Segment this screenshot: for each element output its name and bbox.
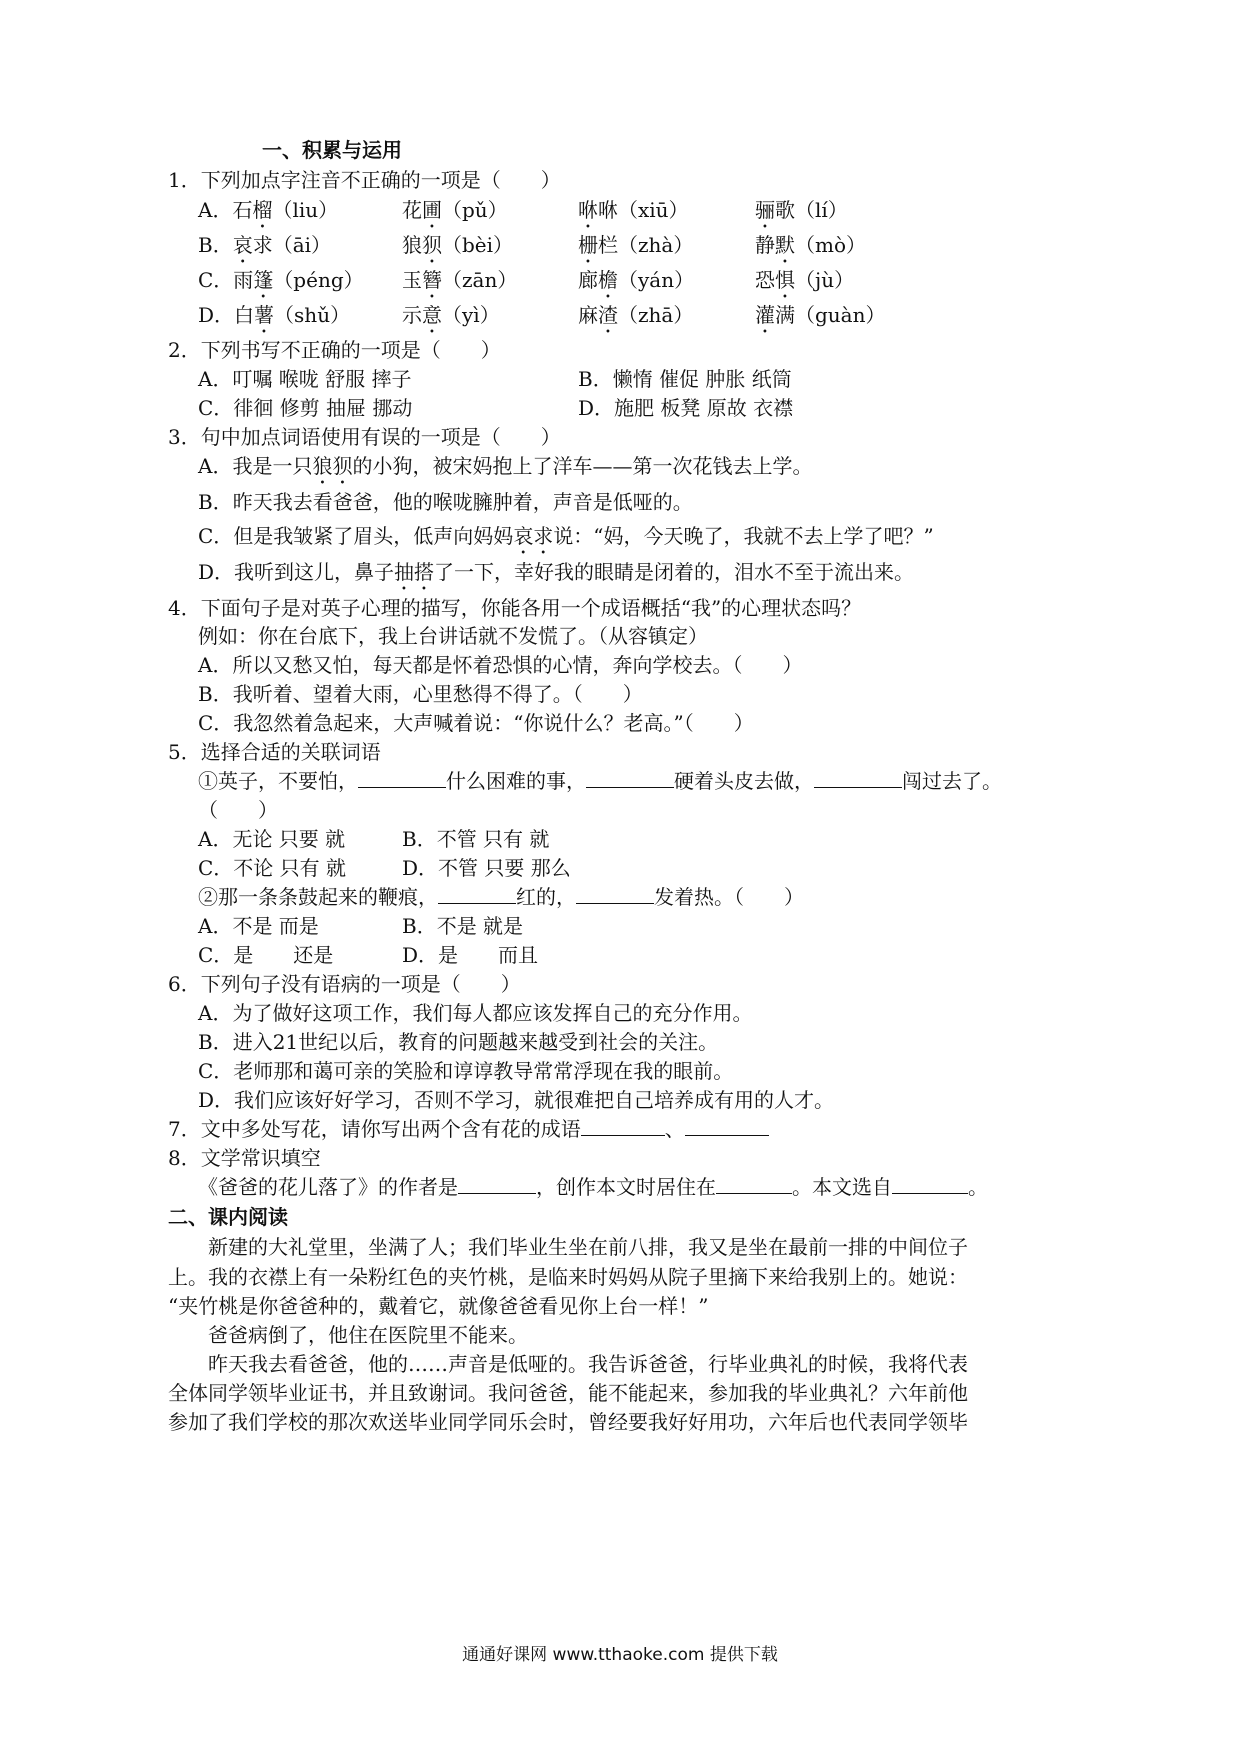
q5-stem: 5．选择合适的关联词语 xyxy=(168,740,381,764)
q1-item-pre: 静 xyxy=(755,233,775,257)
q8-blank-author[interactable] xyxy=(458,1173,536,1194)
q1-item-pre: C．雨 xyxy=(198,268,254,292)
q4-option-c: C．我忽然着急起来，大声喊着说：“你说什么？老高。”（ ） xyxy=(198,711,754,735)
q3-d-dotted: 抽搭 xyxy=(394,560,435,584)
q1-option-a-item-3 xyxy=(578,196,689,233)
footer-source: 通通好课网 www.tthaoke.com 提供下载 xyxy=(462,1645,778,1665)
q1-item-pre: 狼 xyxy=(402,233,422,257)
q5-s1-option-d: D．不管 只要 那么 xyxy=(402,856,571,880)
section-2-title: 二、课内阅读 xyxy=(168,1205,288,1229)
q1-item-dotted-char: 薯 xyxy=(254,303,275,327)
q3-a-post: 的小狗，被宋妈抱上了洋车——第一次花钱去上学。 xyxy=(352,454,813,478)
passage-p1-line1: 新建的大礼堂里，坐满了人；我们毕业生坐在前八排，我又是坐在最前一排的中间位子 xyxy=(208,1235,968,1259)
q8-blank-source[interactable] xyxy=(892,1173,968,1194)
q4-option-b: B．我听着、望着大雨，心里愁得不得了。（ ） xyxy=(198,682,643,706)
q2-option-a: A．叮嘱 喉咙 舒服 摔子 xyxy=(198,367,412,391)
q1-item-pinyin: 歌（lí） xyxy=(775,198,848,222)
q3-a-dotted: 狼狈 xyxy=(312,454,353,478)
passage-p1-line2: 上。我的衣襟上有一朵粉红色的夹竹桃，是临来时妈妈从院子里摘下来给我别上的。她说： xyxy=(168,1265,968,1289)
q2-option-c: C．徘徊 修剪 抽屉 挪动 xyxy=(198,396,413,420)
q1-option-b-item-2 xyxy=(402,231,513,268)
q3-c-pre: C．但是我皱紧了眉头，低声向妈妈 xyxy=(198,524,514,548)
q1-option-a-item-2 xyxy=(402,196,508,233)
q5-s1-blank-2[interactable] xyxy=(586,767,674,788)
q1-option-d-item-4 xyxy=(755,301,886,338)
q3-option-a xyxy=(198,452,812,489)
q1-item-dotted-char: 惧 xyxy=(775,268,795,292)
q4-example: 例如：你在台底下，我上台讲话就不发慌了。（从容镇定） xyxy=(198,624,708,648)
q5-sentence-2 xyxy=(198,883,804,911)
q7-blank-2[interactable] xyxy=(685,1115,769,1136)
passage-p3-line2: 全体同学领毕业证书，并且致谢词。我问爸爸，能不能起来，参加我的毕业典礼？六年前他 xyxy=(168,1381,968,1405)
q1-option-c-item-3 xyxy=(578,266,694,303)
q1-item-pre: 花 xyxy=(402,198,422,222)
q1-item-pinyin: （péng） xyxy=(273,268,364,292)
q5-sentence-1 xyxy=(198,767,1002,795)
q5-s2-option-a: A．不是 而是 xyxy=(198,914,319,938)
q8-fill xyxy=(198,1173,988,1201)
q1-option-d-item-2 xyxy=(402,301,500,338)
q8-stem: 8．文学常识填空 xyxy=(168,1146,321,1170)
q5-s1-part-d: 闯过去了。 xyxy=(902,769,1002,793)
q1-item-pinyin: （zān） xyxy=(442,268,518,292)
q8-part-b: ，创作本文时居住在 xyxy=(536,1175,716,1199)
q1-item-pre: D．白 xyxy=(198,303,255,327)
q5-s2-option-c: C．是 还是 xyxy=(198,943,334,967)
passage-p3-line1: 昨天我去看爸爸，他的……声音是低哑的。我告诉爸爸，行毕业典礼的时候，我将代表 xyxy=(208,1352,968,1376)
passage-p1-line3: “夹竹桃是你爸爸种的，戴着它，就像爸爸看见你上台一样！” xyxy=(168,1294,709,1318)
q1-stem: 1．下列加点字注音不正确的一项是（ ） xyxy=(168,168,561,192)
q1-option-c-item-2 xyxy=(402,266,517,303)
q1-item-dotted-char: 意 xyxy=(422,303,442,327)
q8-blank-place[interactable] xyxy=(716,1173,792,1194)
q1-option-c-item-1 xyxy=(198,266,364,303)
q6-stem: 6．下列句子没有语病的一项是（ ） xyxy=(168,972,521,996)
q1-item-pinyin: （shǔ） xyxy=(274,303,351,327)
q1-item-pinyin: （zhā） xyxy=(618,303,694,327)
q5-s1-part-b: 什么困难的事， xyxy=(446,769,586,793)
q1-item-pinyin: （liu） xyxy=(272,198,339,222)
q5-s2-blank-1[interactable] xyxy=(438,883,516,904)
q5-s1-option-c: C．不论 只有 就 xyxy=(198,856,347,880)
q3-option-b: B．昨天我去看爸爸，他的喉咙臃肿着，声音是低哑的。 xyxy=(198,490,693,514)
q3-c-post: 说：“妈，今天晚了，我就不去上学了吧？” xyxy=(553,524,934,548)
q1-option-b-item-3 xyxy=(578,231,693,268)
q3-d-post: 了一下，幸好我的眼睛是闭着的，泪水不至于流出来。 xyxy=(434,560,915,584)
q4-stem: 4．下面句子是对英子心理的描写，你能各用一个成语概括“我”的心理状态吗？ xyxy=(168,596,862,620)
q1-item-pinyin: （yì） xyxy=(442,303,500,327)
q5-s2-part-c: 发着热。（ ） xyxy=(654,885,804,909)
q1-item-pinyin: （mò） xyxy=(795,233,867,257)
q1-item-pre: B． xyxy=(198,233,233,257)
q1-item-pre: 示 xyxy=(402,303,422,327)
q6-option-d: D．我们应该好好学习，否则不学习，就很难把自己培养成有用的人才。 xyxy=(198,1088,835,1112)
q6-option-b: B．进入21世纪以后，教育的问题越来越受到社会的关注。 xyxy=(198,1030,719,1054)
q5-s1-part-a: ①英子，不要怕， xyxy=(198,769,358,793)
q2-option-d: D．施肥 板凳 原故 衣襟 xyxy=(578,396,794,420)
q3-option-d xyxy=(198,558,914,595)
q7-separator: 、 xyxy=(664,1117,685,1141)
q5-s2-part-b: 红的， xyxy=(516,885,576,909)
q1-item-pinyin: （bèi） xyxy=(442,233,514,257)
q4-option-a: A．所以又愁又怕，每天都是怀着恐惧的心情，奔向学校去。（ ） xyxy=(198,653,803,677)
q1-item-pre: 廊 xyxy=(578,268,598,292)
q1-item-dotted-char: 哀 xyxy=(232,233,253,257)
q1-option-d-item-3 xyxy=(578,301,693,338)
q7 xyxy=(168,1115,769,1143)
q5-s2-option-d: D．是 而且 xyxy=(402,943,539,967)
q1-item-pinyin: （yán） xyxy=(618,268,695,292)
q1-option-a-item-1 xyxy=(198,196,338,233)
q5-s1-blank-1[interactable] xyxy=(358,767,446,788)
q6-option-c: C．老师那和蔼可亲的笑脸和谆谆教导常常浮现在我的眼前。 xyxy=(198,1059,734,1083)
q7-prompt: 7．文中多处写花，请你写出两个含有花的成语 xyxy=(168,1117,581,1141)
q1-item-dotted-char: 骊 xyxy=(755,198,775,222)
q5-s1-option-b: B．不管 只有 就 xyxy=(402,827,550,851)
q2-stem: 2．下列书写不正确的一项是（ ） xyxy=(168,338,501,362)
q5-s1-answer-paren[interactable]: （ ） xyxy=(198,798,278,822)
q2-option-b: B．懒惰 催促 肿胀 纸筒 xyxy=(578,367,792,391)
section-1-title: 一、积累与运用 xyxy=(262,138,402,162)
q5-s2-part-a: ②那一条条鼓起来的鞭痕， xyxy=(198,885,438,909)
q8-part-a: 《爸爸的花儿落了》的作者是 xyxy=(198,1175,458,1199)
q1-item-dotted-char: 咻 xyxy=(578,198,598,222)
q5-s1-option-a: A．无论 只要 就 xyxy=(198,827,346,851)
q1-item-pinyin: 求（āi） xyxy=(252,233,332,257)
q1-item-dotted-char: 檐 xyxy=(598,268,618,292)
q1-item-pre: 麻 xyxy=(578,303,598,327)
q1-item-dotted-char: 灌 xyxy=(755,303,775,327)
q1-item-dotted-char: 篷 xyxy=(253,268,274,292)
q1-option-b-item-1 xyxy=(198,231,331,268)
q3-c-dotted: 哀求 xyxy=(513,524,554,548)
q5-s1-blank-3[interactable] xyxy=(814,767,902,788)
passage-p2: 爸爸病倒了，他住在医院里不能来。 xyxy=(208,1323,528,1347)
q1-item-dotted-char: 圃 xyxy=(422,198,442,222)
q1-item-dotted-char: 榴 xyxy=(252,198,273,222)
q1-option-c-item-4 xyxy=(755,266,854,303)
q1-item-pinyin: （pǔ） xyxy=(442,198,508,222)
q8-part-d: 。 xyxy=(968,1175,988,1199)
q1-option-a-item-4 xyxy=(755,196,848,233)
q1-item-pinyin: 满（guàn） xyxy=(775,303,886,327)
q1-option-d-item-1 xyxy=(198,301,350,338)
q1-item-pre: 恐 xyxy=(755,268,775,292)
q3-a-pre: A．我是一只 xyxy=(198,454,313,478)
q1-item-pinyin: 栏（zhà） xyxy=(598,233,694,257)
q1-item-dotted-char: 渣 xyxy=(598,303,618,327)
q5-s1-part-c: 硬着头皮去做， xyxy=(674,769,814,793)
q7-blank-1[interactable] xyxy=(581,1115,665,1136)
q1-item-pre: A．石 xyxy=(198,198,253,222)
passage-p3-line3: 参加了我们学校的那次欢送毕业同学同乐会时，曾经要我好好用功，六年后也代表同学领毕 xyxy=(168,1410,968,1434)
q6-option-a: A．为了做好这项工作，我们每人都应该发挥自己的充分作用。 xyxy=(198,1001,753,1025)
q3-stem: 3．句中加点词语使用有误的一项是（ ） xyxy=(168,425,561,449)
q1-item-dotted-char: 簪 xyxy=(422,268,442,292)
q3-option-c xyxy=(198,522,934,559)
q1-item-dotted-char: 狈 xyxy=(422,233,442,257)
q1-item-dotted-char: 栅 xyxy=(578,233,598,257)
q1-item-pinyin: 咻（xiū） xyxy=(598,198,689,222)
q1-item-pinyin: （jù） xyxy=(795,268,855,292)
q1-item-dotted-char: 默 xyxy=(775,233,795,257)
q5-s2-option-b: B．不是 就是 xyxy=(402,914,524,938)
q1-option-b-item-4 xyxy=(755,231,866,268)
q5-s2-blank-2[interactable] xyxy=(576,883,654,904)
q8-part-c: 。本文选自 xyxy=(792,1175,892,1199)
q3-d-pre: D．我听到这儿，鼻子 xyxy=(198,560,395,584)
q1-item-pre: 玉 xyxy=(402,268,422,292)
